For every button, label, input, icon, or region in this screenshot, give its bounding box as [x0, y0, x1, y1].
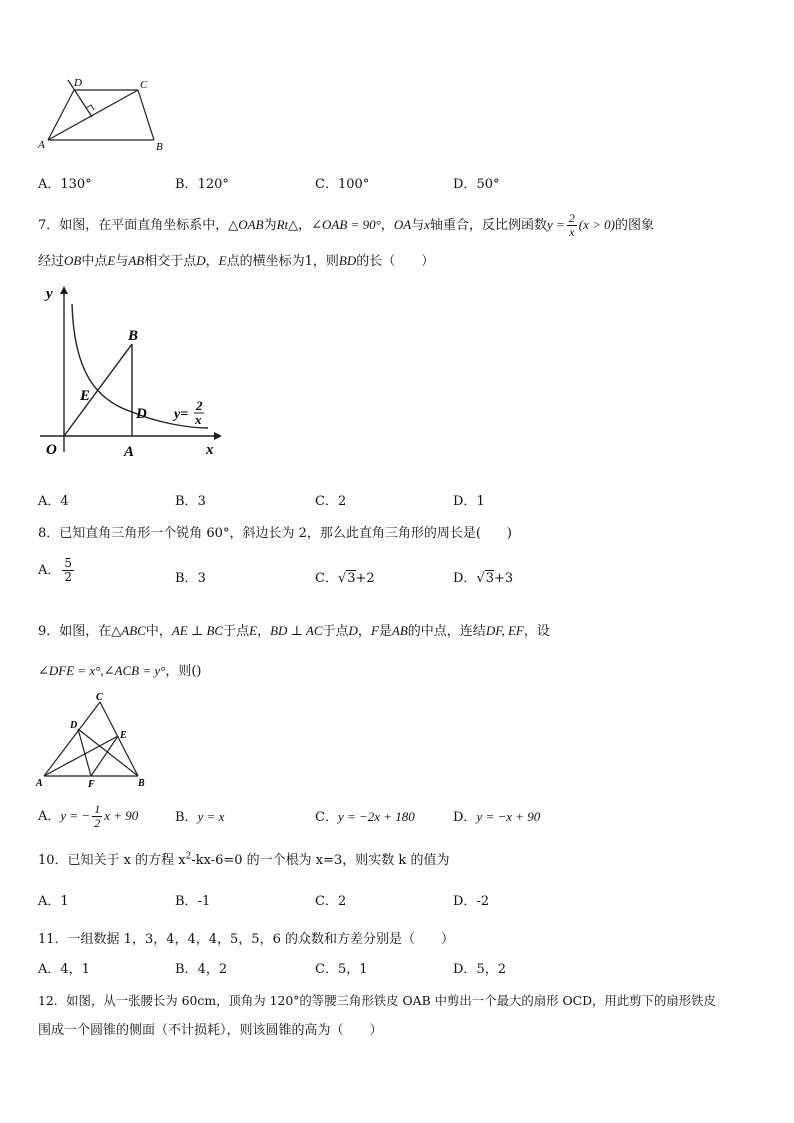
fig7-label-B: B: [128, 328, 139, 344]
q7-option-b: B．3: [175, 494, 206, 509]
q10-option-a: A．1: [38, 894, 69, 909]
q7-line-2: 经过OB中点E与AB相交于点D，E点的横坐标为1，则BD的长（ ）: [38, 253, 435, 269]
q6-option-c: C．100°: [315, 177, 370, 192]
q9-option-a: A．y = − $\frac{1}{2}$ x + 90: [38, 802, 139, 830]
fig9-label-D: D: [70, 720, 78, 731]
fig9-label-A: A: [36, 778, 43, 788]
fig6-label-A: A: [38, 139, 45, 151]
q9-line-2: ∠DFE = x°,∠ACB = y°，则(): [38, 663, 202, 679]
q10-option-b: B．-1: [175, 894, 211, 909]
q10-option-d: D．-2: [453, 894, 490, 909]
q8-question: 8．已知直角三角形一个锐角 60°，斜边长为 2，那么此直角三角形的周长是( ): [38, 526, 512, 541]
q11-option-a: A．4，1: [38, 962, 90, 977]
fig9-label-B: B: [138, 778, 145, 788]
figure-q7-coordinate-plane: [36, 282, 226, 460]
q10-question: 10．已知关于 x 的方程 $x^2-kx-6=0$ 的一个根为 x=3，则实数 k 的值为: [38, 851, 450, 868]
q11-question: 11．一组数据 1，3，4，4，4，5，5，6 的众数和方差分别是（ ）: [38, 932, 454, 947]
fig7-label-y: y: [46, 286, 53, 302]
figure-q9-triangle: [34, 692, 154, 788]
fig6-label-D: D: [74, 77, 82, 89]
fig9-label-F: F: [88, 779, 95, 788]
q9-option-c: C．y = −2x + 180: [315, 809, 415, 825]
fig7-label-x: x: [206, 442, 214, 458]
q6-option-d: D．50°: [453, 177, 500, 192]
q8-option-c: C．√3+2: [315, 571, 375, 586]
q10-option-c: C．2: [315, 894, 347, 909]
fig6-label-C: C: [140, 79, 148, 91]
fig7-curve-label-num: 2: [196, 398, 203, 413]
fig7-label-D: D: [136, 406, 147, 422]
fig6-label-B: B: [156, 141, 163, 153]
q12-line-1: 12．如图，从一张腰长为 60cm，顶角为 120°的等腰三角形铁皮 OAB 中剪出一个最大的扇形 OCD，用此剪下的扇形铁皮: [38, 993, 716, 1008]
q7-option-a: A．4: [38, 494, 69, 509]
fig9-label-E: E: [120, 730, 127, 741]
q9-option-b: B．y = x: [175, 809, 225, 825]
q11-option-b: B．4，2: [175, 962, 228, 977]
fig9-label-C: C: [96, 692, 103, 703]
q12-line-2: 围成一个圆锥的侧面（不计损耗），则该圆锥的高为（ ）: [38, 1023, 383, 1038]
q9-line-1: 9．如图，在△ABC中，AE ⊥ BC于点E，BD ⊥ AC于点D，F是AB的中点，连结DF, EF，设: [38, 623, 550, 639]
q7-option-c: C．2: [315, 494, 347, 509]
q11-option-c: C．5，1: [315, 962, 368, 977]
fig7-label-E: E: [80, 388, 91, 404]
q8-option-d: D．√3+3: [453, 571, 514, 586]
fig7-label-O: O: [46, 442, 57, 458]
q6-option-a: A．130°: [38, 177, 92, 192]
fig7-label-A: A: [124, 444, 135, 460]
fig7-curve-label-den: x: [195, 412, 202, 427]
q8-option-b: B．3: [175, 571, 206, 586]
fig7-curve-label-y: y=: [174, 407, 189, 422]
q11-option-d: D．5，2: [453, 962, 506, 977]
q7-line-1: 7．如图，在平面直角坐标系中，△OAB为Rt△，∠OAB = 90°，OA与x轴重合，反比例函数y = $\frac{2}{x}$ (x > 0)的图象: [38, 211, 654, 239]
q8-option-a: A． $\frac{5}{2}$: [38, 556, 73, 584]
figure-q6-trapezoid: [36, 74, 176, 156]
q6-option-b: B．120°: [175, 177, 229, 192]
q9-option-d: D．y = −x + 90: [453, 809, 541, 825]
q7-option-d: D．1: [453, 494, 485, 509]
